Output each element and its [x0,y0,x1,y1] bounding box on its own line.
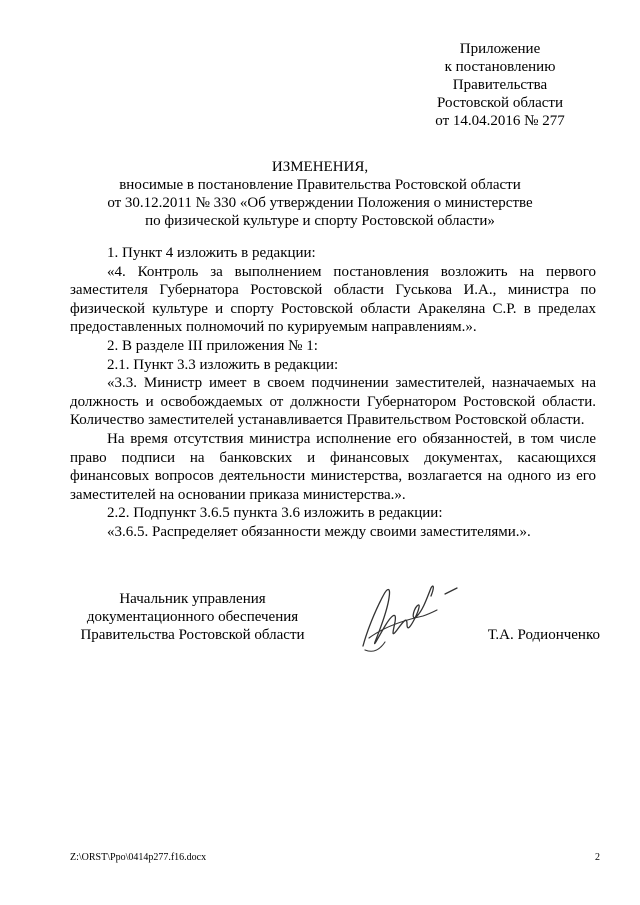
title-line: по физической культуре и спорту Ростовской области» [145,213,495,229]
body-paragraph: «3.3. Министр имеет в своем подчинении заместителей, назначаемых на должность и освобождаемых от должности Губернатором Ростовской области. Количество заместителей устанавливается Правительством Ростовской области. [70,375,596,429]
position-line: Правительства Ростовской области [80,627,305,643]
document-body [70,244,596,542]
appendix-line: Приложение [459,41,541,57]
signature-block [70,590,600,650]
position-line: Начальник управления [119,591,266,607]
position-line: документационного обеспечения [86,609,299,625]
body-paragraph: 2.2. Подпункт 3.6.5 пункта 3.6 изложить в редакции: [107,505,443,522]
file-path: Z:\ORST\Ppo\0414p277.f16.docx [70,852,207,863]
title-heading: ИЗМЕНЕНИЯ, [271,159,369,175]
title-line: от 30.12.2011 № 330 «Об утверждении Положения о министерстве [107,195,533,211]
appendix-line: от 14.04.2016 № 277 [435,113,565,129]
title-line: вносимые в постановление Правительства Ростовской области [119,177,521,193]
appendix-line: к постановлению [444,59,556,75]
body-paragraph: «4. Контроль за выполнением постановления возложить на первого заместителя Губернатора Ростовской области Гуськова И.А., министра по физической культуре и спорту Ростовской области Аракеляна С.Р. в пределах предоставленных полномочий по курируемым направлениям.». [70,263,596,336]
document-title [70,158,570,230]
signatory-name: Т.А. Родионченко [487,627,600,643]
body-paragraph: 2.1. Пункт 3.3 изложить в редакции: [107,356,339,373]
handwritten-signature [345,576,465,656]
body-paragraph: «3.6.5. Распределяет обязанности между своими заместителями.». [107,523,531,540]
body-paragraph: На время отсутствия министра исполнение его обязанностей, в том числе право подписи на банковских и финансовых документах, касающихся финансовых вопросов деятельности министерства, возлагается на одного из его заместителей на основании приказа министерства.». [70,430,596,503]
page-footer [70,851,600,865]
body-paragraph: 2. В разделе III приложения № 1: [107,337,318,354]
appendix-line: Ростовской области [437,95,563,111]
body-paragraph: 1. Пункт 4 изложить в редакции: [107,245,316,261]
signatory-position [70,590,315,644]
appendix-header [400,40,600,130]
page-number: 2 [595,852,600,863]
appendix-line: Правительства [452,77,548,93]
